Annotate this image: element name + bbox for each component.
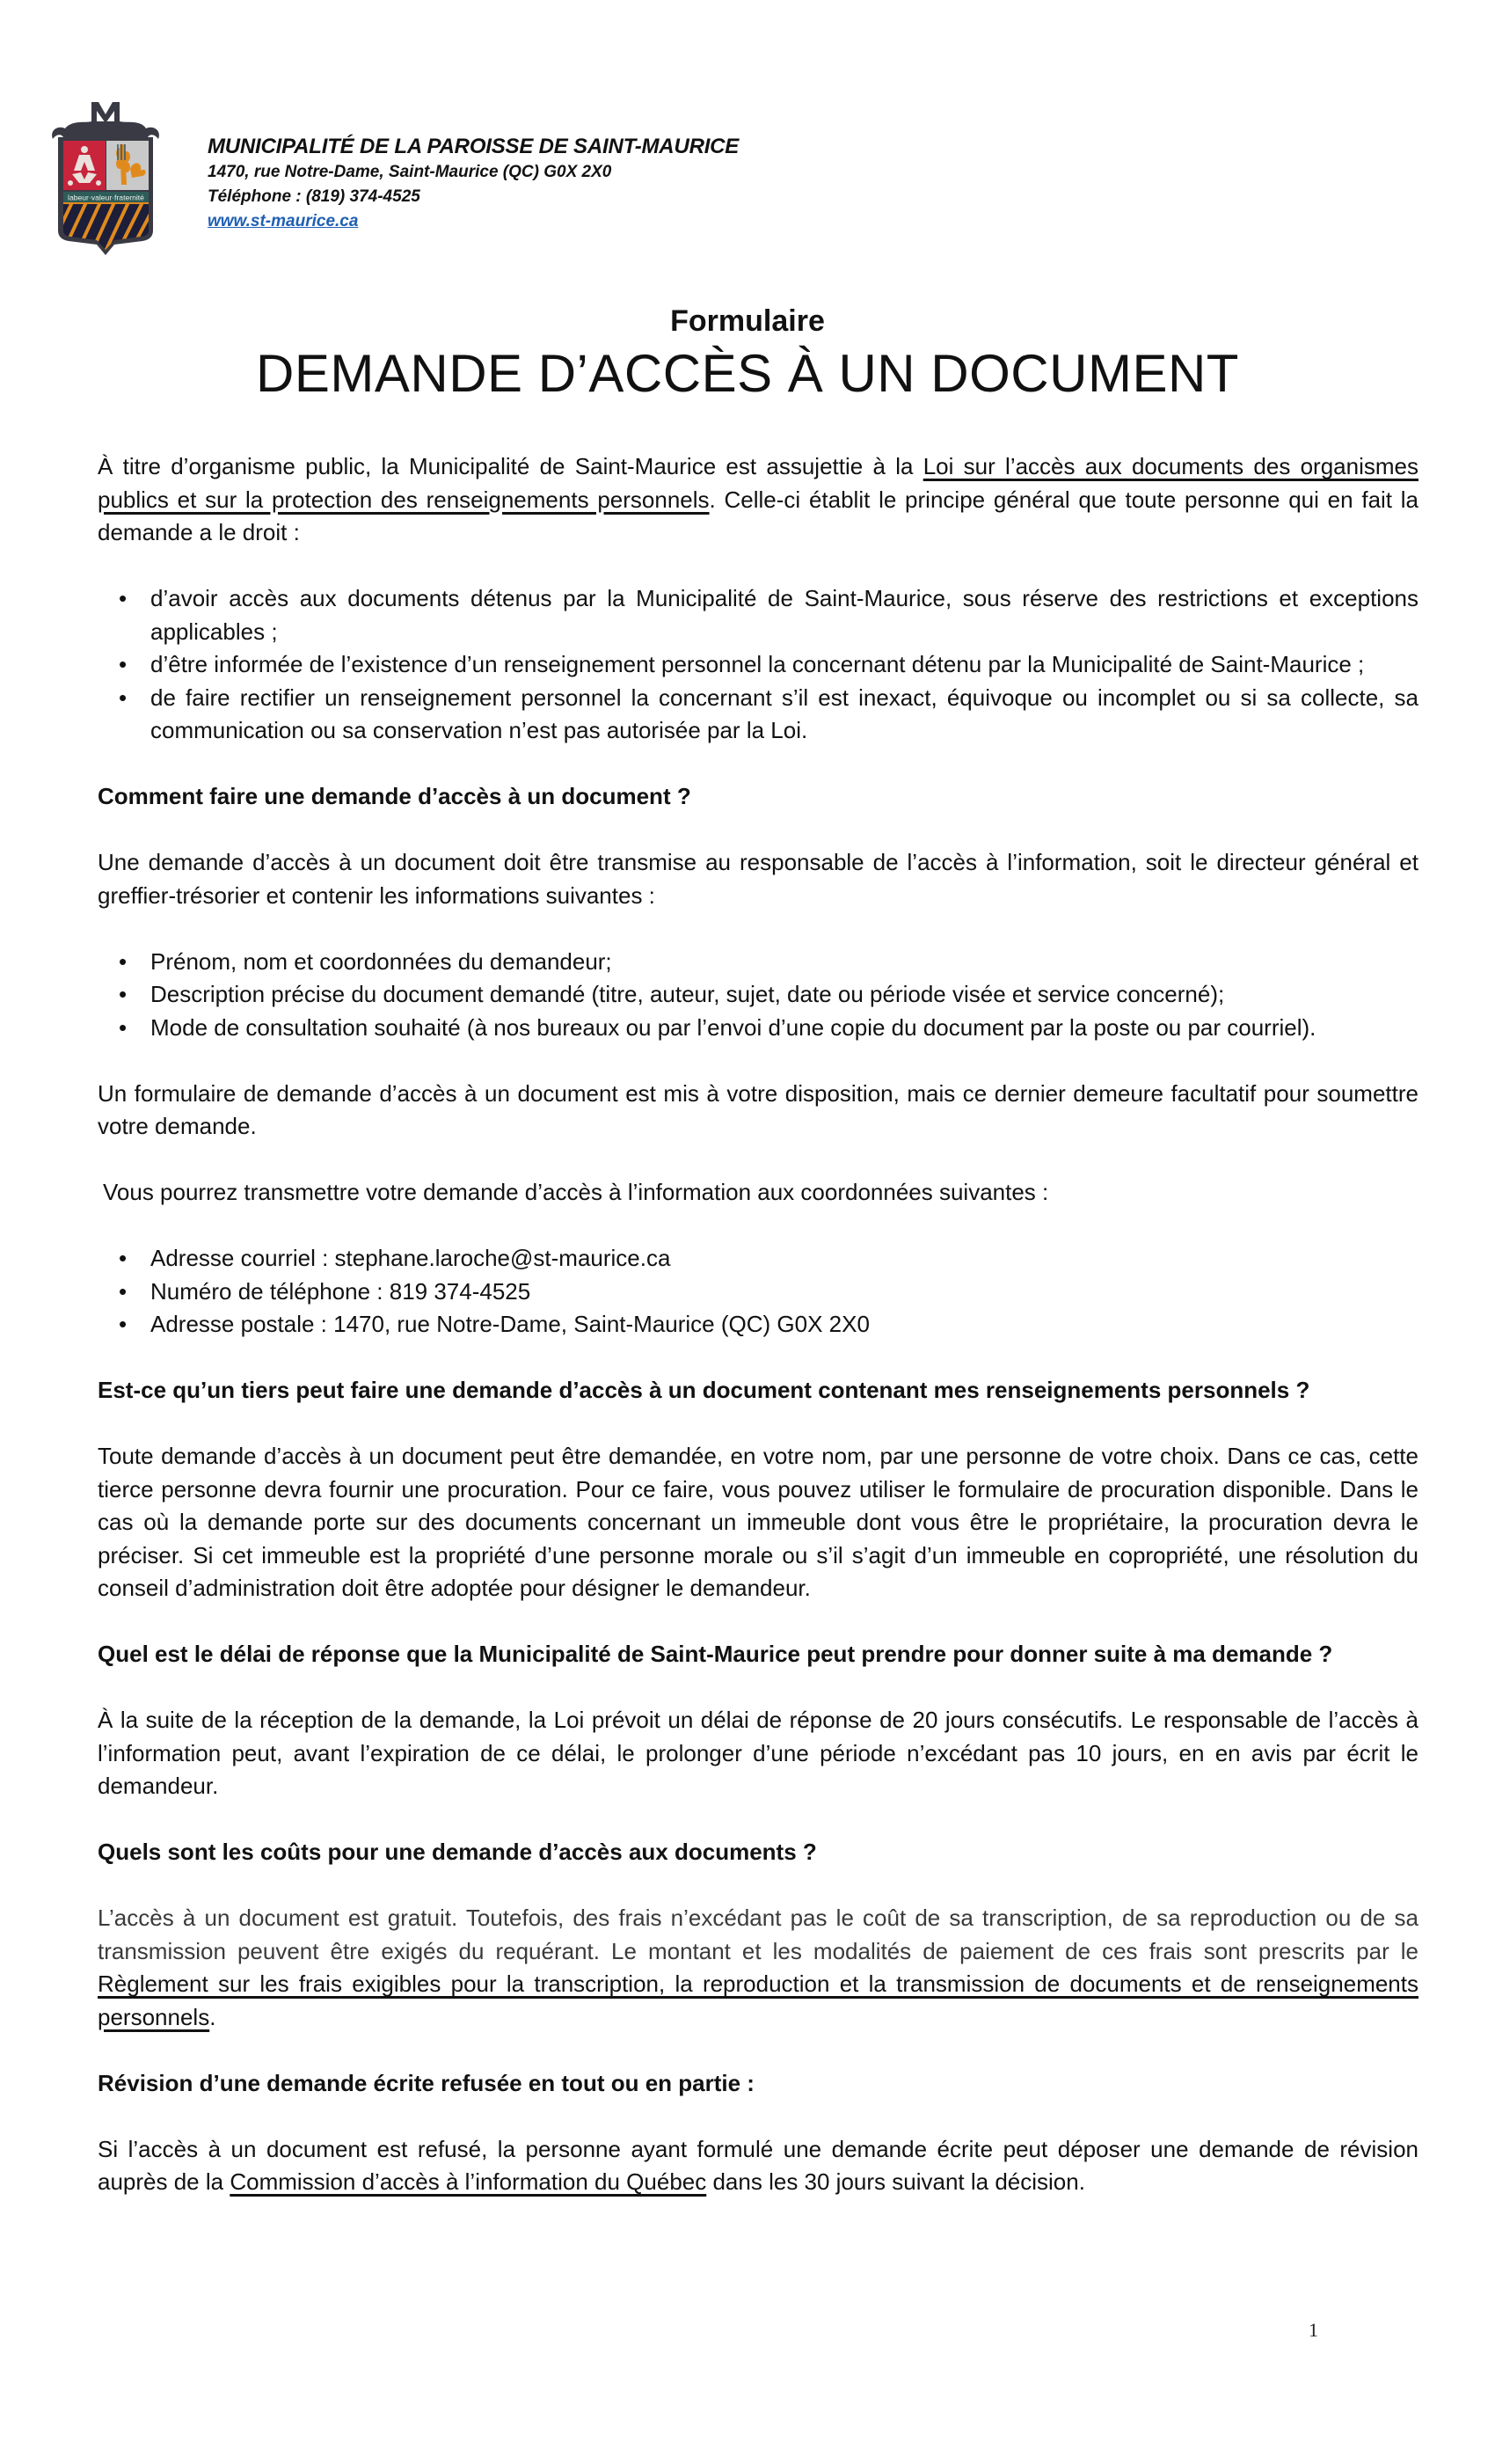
revision-text: Si l’accès à un document est refusé, la personne ayant formulé une demande écrite peut déposer une demande de révision auprès de la (98, 2135, 1418, 2195)
costs-text-end: . (209, 2003, 216, 2030)
intro-text: À titre d’organisme public, la Municipalité de Saint-Maurice est assujettie à la (98, 453, 923, 479)
costs-text: L’accès à un document est gratuit. Toutefois, des frais n’excédant pas le coût de sa transcription, de sa reproduction ou de sa transmission peuvent être exigés du requérant. Le montant et les modalités de paiement de ces frais sont prescrits par le (98, 1905, 1418, 1964)
title-main: DEMANDE D’ACCÈS À UN DOCUMENT (256, 344, 1239, 403)
organization-address: 1470, rue Notre-Dame, Saint-Maurice (QC) G0X 2X0 (208, 163, 612, 181)
required-info-list (98, 946, 1418, 1045)
list-item: • d’avoir accès aux documents détenus par la Municipalité de Saint-Maurice, sous réserve des restrictions et exceptions applicables ; (98, 582, 1418, 648)
organization-name: MUNICIPALITÉ DE LA PAROISSE DE SAINT-MAURICE (208, 135, 740, 158)
list-item: • de faire rectifier un renseignement personnel la concernant s’il est inexact, équivoque ou incomplet ou si sa collecte, sa communication ou sa conservation n’est pas autorisée par la Loi. (98, 682, 1418, 748)
revision-text-end: dans les 30 jours suivant la décision. (706, 2168, 1085, 2195)
third-party-paragraph: Toute demande d’accès à un document peut être demandée, en votre nom, par une personne de votre choix. Dans ce cas, cette tierce personne devra fournir une procuration. Pour ce faire, vous pouvez utiliser le formulaire de procuration disponible. Dans le cas où la demande porte sur des documents concernant un immeuble dont vous être le propriétaire, la procuration devra le préciser. Si cet immeuble est la propriété d’une personne morale ou s’il s’agit d’un immeuble en copropriété, une résolution du conseil d’administration doit être adoptée pour désigner le demandeur. (98, 1443, 1418, 1601)
how-to-paragraph: Une demande d’accès à un document doit être transmise au responsable de l’accès à l’information, soit le directeur général et greffier-trésorier et contenir les informations suivantes : (98, 849, 1418, 909)
section-heading-revision: Révision d’une demande écrite refusée en tout ou en partie : (98, 2069, 755, 2096)
page-number: 1 (1309, 2319, 1318, 2341)
list-item: • d’être informée de l’existence d’un renseignement personnel la concernant détenu par la Municipalité de Saint-Maurice ; (98, 648, 1418, 682)
section-heading-third-party: Est-ce qu’un tiers peut faire une demande d’accès à un document contenant mes renseignements personnels ? (98, 1377, 1310, 1403)
intro-text-end: . Celle-ci établit le principe général que toute personne qui en fait la demande a le droit : (98, 486, 1419, 545)
municipal-coat-of-arms-icon (46, 99, 165, 257)
coat-of-arms-motto: labeur·valeur·fraternité (68, 193, 144, 202)
title-kicker: Formulaire (670, 304, 825, 338)
list-item: • Prénom, nom et coordonnées du demandeur; (98, 946, 1418, 979)
section-heading-how-to: Comment faire une demande d’accès à un document ? (98, 783, 691, 809)
revision-paragraph (98, 2133, 1418, 2199)
contact-email: • Adresse courriel : stephane.laroche@st-maurice.ca (98, 1242, 1418, 1276)
contact-postal-address: • Adresse postale : 1470, rue Notre-Dame, Saint-Maurice (QC) G0X 2X0 (98, 1308, 1418, 1342)
contact-phone: • Numéro de téléphone : 819 374-4525 (98, 1276, 1418, 1309)
law-link[interactable]: Loi sur l’accès aux documents des organismes publics et sur la protection des renseignements personnels (98, 453, 1418, 513)
letterhead (208, 134, 739, 234)
contact-intro-paragraph: Vous pourrez transmettre votre demande d’accès à l’information aux coordonnées suivantes : (103, 1179, 1049, 1205)
rights-list (98, 582, 1418, 748)
costs-paragraph (98, 1902, 1418, 2034)
list-item: • Mode de consultation souhaité (à nos bureaux ou par l’envoi d’une copie du document par la poste ou par courriel). (98, 1012, 1418, 1045)
document-title (0, 301, 1495, 406)
fees-regulation-link[interactable]: Règlement sur les frais exigibles pour la transcription, la reproduction et la transmission de documents et de renseignements personnels (98, 1970, 1418, 2030)
commission-link[interactable]: Commission d’accès à l’information du Québec (230, 2168, 707, 2195)
delay-paragraph: À la suite de la réception de la demande, la Loi prévoit un délai de réponse de 20 jours consécutifs. Le responsable de l’accès à l’information peut, avant l’expiration de ce délai, le prolonger d’une période n’excédant pas 10 jours, en en avis par écrit le demandeur. (98, 1707, 1418, 1799)
section-heading-costs: Quels sont les coûts pour une demande d’accès aux documents ? (98, 1839, 817, 1865)
form-note-paragraph: Un formulaire de demande d’accès à un document est mis à votre disposition, mais ce dernier demeure facultatif pour soumettre votre demande. (98, 1079, 1418, 1139)
intro-paragraph (98, 450, 1418, 550)
coat-of-arms-graphic (46, 99, 165, 257)
contact-list (98, 1242, 1418, 1342)
organization-phone: Téléphone : (819) 374-4525 (208, 187, 420, 206)
organization-website-link[interactable]: www.st-maurice.ca (208, 212, 359, 230)
list-item: • Description précise du document demandé (titre, auteur, sujet, date ou période visée et service concerné); (98, 978, 1418, 1012)
section-heading-delay: Quel est le délai de réponse que la Municipalité de Saint-Maurice peut prendre pour donner suite à ma demande ? (98, 1641, 1333, 1667)
document-body (98, 450, 1418, 2232)
